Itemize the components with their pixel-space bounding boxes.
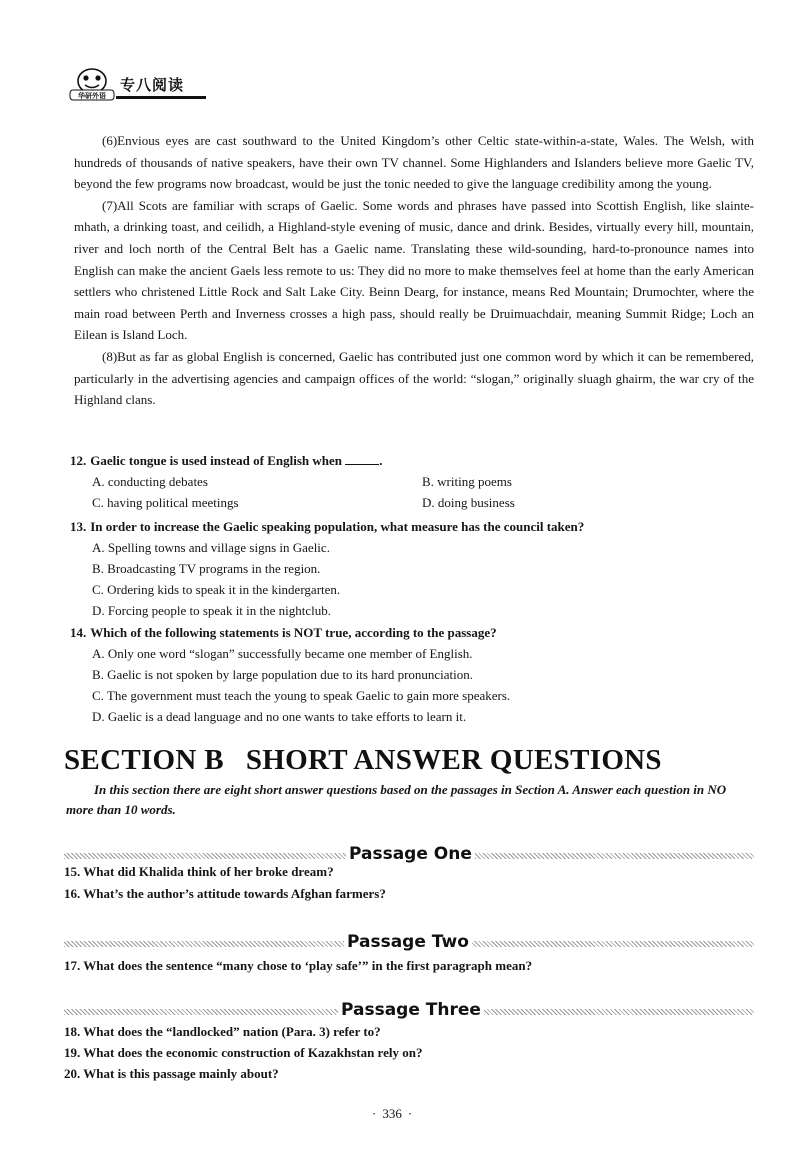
option-d: D. Gaelic is a dead language and no one wants to take efforts to learn it. — [92, 709, 467, 724]
question-stem — [70, 450, 760, 471]
header-rule — [116, 96, 206, 99]
section-label: SECTION B — [64, 744, 224, 776]
option-b: B. writing poems — [422, 474, 512, 489]
question-text: Gaelic tongue is used instead of English when — [90, 453, 342, 468]
paragraph-8: (8)But as far as global English is concerned, Gaelic has contributed just one common word by which it can be remembered, particularly in the advertising agencies and campaign offices of the world: “slogan,” originally sluagh ghairm, the war cry of the Highland clans. — [74, 348, 754, 408]
question-number: 14. — [70, 625, 87, 640]
option-grid — [92, 471, 760, 513]
question-stem — [70, 516, 760, 537]
short-question-16: 16. What’s the author’s attitude towards Afghan farmers? — [64, 886, 386, 901]
paragraph-6: (6)Envious eyes are cast southward to the United Kingdom’s other Celtic state-within-a-state, Wales. The Welsh, with hundreds of thousands of native speakers, have their own TV channel. Some Highlanders and Islanders believe more Gaelic TV, beyond the few programs now broadcast, would be just the tonic needed to give the language credibility among the young. — [74, 133, 754, 192]
short-question-15: 15. What did Khalida think of her broke dream? — [64, 864, 334, 879]
page-header — [66, 66, 206, 106]
short-question-19: 19. What does the economic construction of Kazakhstan rely on? — [64, 1045, 423, 1060]
question-text: Which of the following statements is NOT true, according to the passage? — [90, 625, 497, 640]
option-a: A. Only one word “slogan” successfully became one member of English. — [92, 646, 473, 661]
section-b-instructions: In this section there are eight short answer questions based on the passages in Section A. Answer each question in NO more than 10 words. — [66, 782, 727, 817]
passage-label: Passage Three — [338, 1000, 484, 1020]
option-d: D. doing business — [422, 495, 515, 510]
passage-label: Passage Two — [344, 932, 472, 952]
paragraph-7: (7)All Scots are familiar with scraps of Gaelic. Some words and phrases have passed into Scottish English, like slainte-mhath, a drinking toast, and ceilidh, a Highland-style evening of music, dance and drink. Besides, virtually every hill, mountain, river and loch north of the Central Belt has a Gaelic name. Translating these wild-sounding, hard-to-pronounce names into English can make the ancient Gaels less remote to us: They did no more to make themselves feel at home than the early American settlers who christened Little Rock and Salt Lake City. Beinn Dearg, for instance, means Red Mountain; Drumochter, where the main road between Perth and Inverness crosses a high pass, should really be Druimuachdair, meaning Summit Ridge; Loch an Eilean is Island Loch. — [74, 197, 754, 343]
option-b: B. Broadcasting TV programs in the region. — [92, 561, 321, 576]
passage-label: Passage One — [346, 844, 475, 864]
svg-text:华研外语: 华研外语 — [78, 92, 106, 100]
question-13 — [70, 516, 760, 621]
question-suffix: . — [379, 453, 383, 468]
passage-two-heading — [64, 932, 754, 954]
question-text: In order to increase the Gaelic speaking population, what measure has the council taken? — [90, 519, 585, 534]
short-question-20: 20. What is this passage mainly about? — [64, 1066, 279, 1081]
option-d: D. Forcing people to speak it in the nightclub. — [92, 603, 332, 618]
question-14 — [70, 622, 760, 727]
short-question-17: 17. What does the sentence “many chose to ‘play safe’” in the first paragraph mean? — [64, 958, 533, 973]
option-c: C. Ordering kids to speak it in the kindergarten. — [92, 582, 341, 597]
passage-three-heading — [64, 1000, 754, 1022]
answer-blank — [345, 453, 379, 465]
option-a: A. conducting debates — [92, 474, 208, 489]
section-heading: SHORT ANSWER QUESTIONS — [245, 744, 662, 776]
option-c: C. having political meetings — [92, 495, 239, 510]
question-12 — [70, 450, 760, 513]
passage-body — [74, 130, 754, 411]
header-title: 专八阅读 — [120, 76, 185, 94]
question-stem — [70, 622, 760, 643]
question-number: 13. — [70, 519, 87, 534]
section-b-title — [64, 744, 662, 777]
option-a: A. Spelling towns and village signs in Gaelic. — [92, 540, 330, 555]
page-number: · 336 · — [372, 1106, 412, 1122]
question-number: 12. — [70, 453, 87, 468]
option-b: B. Gaelic is not spoken by large population due to its hard pronunciation. — [92, 667, 474, 682]
option-c: C. The government must teach the young to speak Gaelic to gain more speakers. — [92, 688, 511, 703]
short-question-18: 18. What does the “landlocked” nation (Para. 3) refer to? — [64, 1024, 381, 1039]
publisher-logo-icon — [66, 66, 118, 102]
